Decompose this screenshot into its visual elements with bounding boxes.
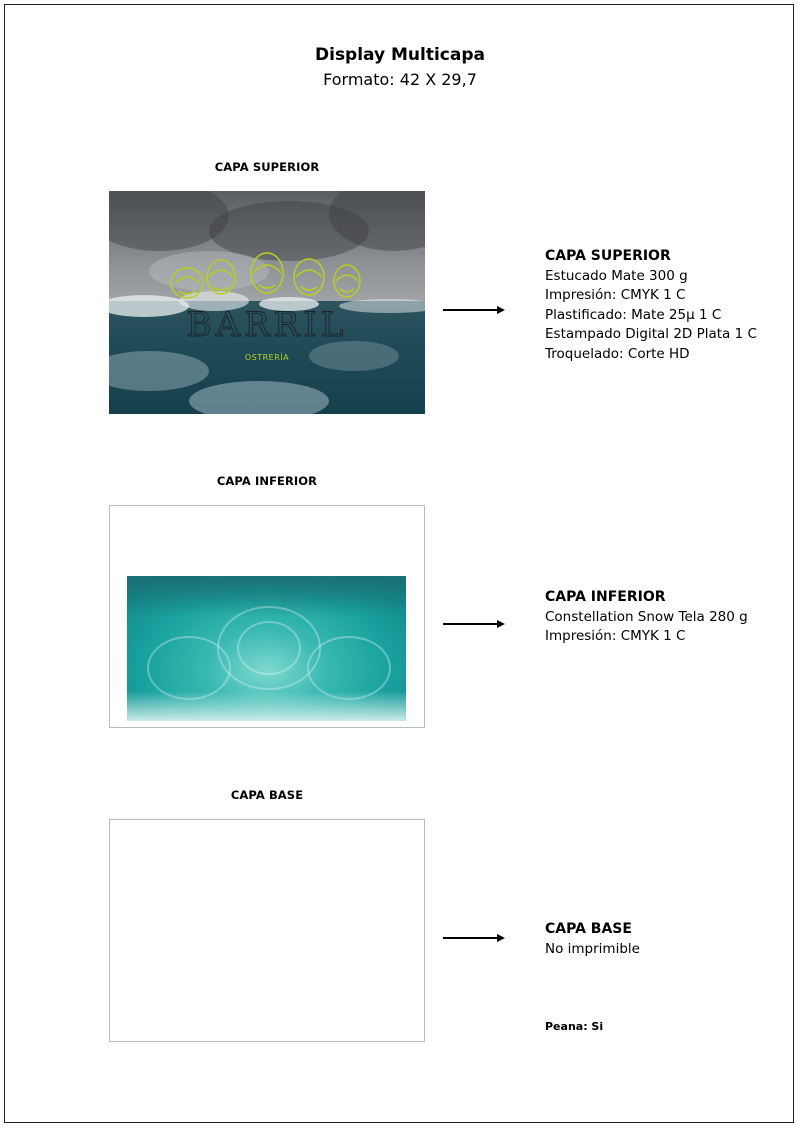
- spec-heading-base: CAPA BASE: [545, 921, 632, 937]
- panel-superior-image: [109, 191, 425, 414]
- peana-note: Peana: Si: [545, 1020, 604, 1033]
- spec-line: No imprimible: [545, 940, 640, 957]
- spec-line: Impresión: CMYK 1 C: [545, 287, 686, 303]
- spec-base: [545, 920, 640, 959]
- spec-line: Troquelado: Corte HD: [545, 345, 690, 362]
- arrow-right-icon: [443, 619, 505, 629]
- spec-line: Plastificado: Mate 25µ 1 C: [545, 306, 722, 323]
- panel-label-base: CAPA BASE: [230, 788, 304, 802]
- spec-line: Constellation Snow Tela 280 g: [545, 608, 748, 625]
- spec-line: Estampado Digital 2D Plata 1 C: [545, 326, 757, 342]
- spec-line: Impresión: CMYK 1 C: [545, 628, 686, 644]
- turquoise-water-image: [127, 576, 406, 721]
- spec-superior: [545, 247, 757, 364]
- panel-label-superior: CAPA SUPERIOR: [214, 160, 320, 174]
- page-title: Display Multicapa: [315, 45, 485, 65]
- logo-caption: OSTRERÍA: [244, 353, 290, 362]
- oyster-logo-icon: [109, 191, 425, 414]
- spec-line: Estucado Mate 300 g: [545, 267, 688, 284]
- panel-inferior: [109, 505, 425, 728]
- arrow-right-icon: [443, 305, 505, 315]
- spec-heading-superior: CAPA SUPERIOR: [545, 248, 671, 264]
- spec-inferior: [545, 588, 748, 647]
- spec-heading-inferior: CAPA INFERIOR: [545, 589, 666, 605]
- page-subtitle: Formato: 42 X 29,7: [323, 70, 477, 89]
- arrow-right-icon: [443, 933, 505, 943]
- svg-text:BARRIL: BARRIL: [186, 305, 348, 345]
- panel-label-inferior: CAPA INFERIOR: [216, 474, 318, 488]
- panel-base: [109, 819, 425, 1042]
